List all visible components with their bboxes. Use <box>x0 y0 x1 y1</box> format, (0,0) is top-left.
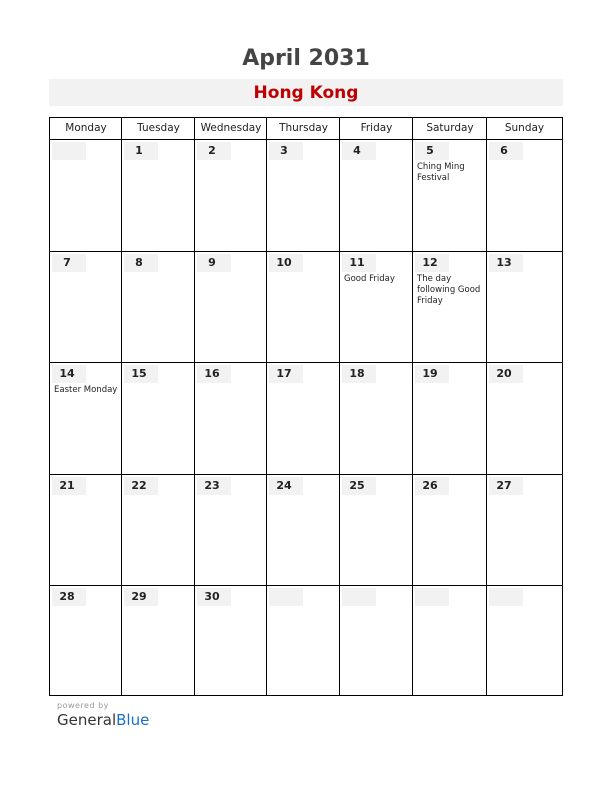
day-number: 6 <box>500 144 508 157</box>
day-cell[interactable] <box>487 140 562 251</box>
day-cell[interactable] <box>413 140 487 251</box>
day-number-box <box>415 365 449 383</box>
day-number-box <box>269 477 303 495</box>
day-cell[interactable] <box>413 475 487 586</box>
day-number: 10 <box>276 256 292 269</box>
day-cell[interactable] <box>413 252 487 363</box>
day-number <box>269 588 299 606</box>
day-number: 29 <box>131 590 147 603</box>
day-number: 1 <box>135 144 143 157</box>
day-number: 24 <box>276 479 292 492</box>
day-number-box <box>269 254 303 272</box>
powered-by-text: powered by <box>57 701 109 710</box>
day-number-box <box>197 588 231 606</box>
day-number-box <box>415 142 449 160</box>
region-bar <box>49 79 563 106</box>
day-cell[interactable] <box>50 252 122 363</box>
day-number-box <box>52 588 86 606</box>
day-number-box <box>124 477 158 495</box>
day-cell[interactable] <box>195 363 267 474</box>
holiday-label: Easter Monday <box>54 385 118 395</box>
day-number-box <box>489 365 523 383</box>
day-number-box <box>489 477 523 495</box>
holiday-label: Ching Ming Festival <box>417 162 465 183</box>
page-title: April 2031 <box>242 46 370 71</box>
day-cell[interactable] <box>487 586 562 697</box>
grid-divider-horizontal <box>50 474 562 475</box>
day-number: 8 <box>135 256 143 269</box>
day-number-box <box>342 365 376 383</box>
day-number-box <box>269 588 303 606</box>
day-number: 4 <box>353 144 361 157</box>
day-cell[interactable] <box>195 252 267 363</box>
day-number-box <box>124 365 158 383</box>
day-number: 18 <box>349 367 365 380</box>
brand-general: General <box>57 711 117 729</box>
brand-blue: Blue <box>116 711 150 729</box>
day-cell[interactable] <box>122 140 195 251</box>
grid-divider-vertical <box>121 118 122 695</box>
day-number: 5 <box>426 144 434 157</box>
day-number: 17 <box>276 367 292 380</box>
weekday-wednesday: Wednesday <box>200 122 262 134</box>
day-cell[interactable] <box>340 586 413 697</box>
day-number-box <box>52 142 86 160</box>
day-cell[interactable] <box>122 475 195 586</box>
day-cell[interactable] <box>195 475 267 586</box>
day-number-box <box>197 142 231 160</box>
day-number <box>52 142 82 160</box>
day-number: 27 <box>496 479 512 492</box>
holiday-label: The day following Good Friday <box>417 274 481 306</box>
day-cell[interactable] <box>50 475 122 586</box>
grid-divider-horizontal <box>50 585 562 586</box>
weekday-monday: Monday <box>65 122 107 134</box>
day-number-box <box>52 254 86 272</box>
day-number-box <box>124 254 158 272</box>
day-number-box <box>197 254 231 272</box>
holiday-label: Good Friday <box>344 274 395 284</box>
day-number: 11 <box>349 256 365 269</box>
day-cell[interactable] <box>413 363 487 474</box>
grid-divider-vertical <box>412 118 413 695</box>
day-number: 9 <box>208 256 216 269</box>
day-number-box <box>269 142 303 160</box>
day-cell[interactable] <box>340 140 413 251</box>
grid-divider-horizontal <box>50 362 562 363</box>
day-cell[interactable] <box>413 586 487 697</box>
day-cell[interactable] <box>50 363 122 474</box>
day-cell[interactable] <box>50 586 122 697</box>
day-cell[interactable] <box>340 363 413 474</box>
day-number-box <box>489 588 523 606</box>
grid-divider-vertical <box>194 118 195 695</box>
day-number-box <box>52 477 86 495</box>
day-cell[interactable] <box>487 363 562 474</box>
day-number-box <box>269 365 303 383</box>
day-number-box <box>342 588 376 606</box>
day-cell[interactable] <box>122 252 195 363</box>
day-cell[interactable] <box>340 475 413 586</box>
day-cell[interactable] <box>267 475 340 586</box>
day-cell[interactable] <box>195 586 267 697</box>
grid-divider-horizontal <box>50 251 562 252</box>
day-number: 23 <box>204 479 220 492</box>
grid-divider-vertical <box>339 118 340 695</box>
day-number-box <box>342 477 376 495</box>
footer <box>57 701 149 729</box>
weekday-sunday: Sunday <box>504 122 545 134</box>
day-number: 25 <box>349 479 365 492</box>
day-cell[interactable] <box>267 363 340 474</box>
day-number-box <box>52 365 86 383</box>
calendar-grid <box>49 117 563 696</box>
day-number: 2 <box>208 144 216 157</box>
day-number: 15 <box>131 367 147 380</box>
day-number <box>489 588 519 606</box>
brand-logo[interactable] <box>57 711 149 729</box>
weekday-saturday: Saturday <box>426 122 474 134</box>
day-number-box <box>415 477 449 495</box>
day-number: 21 <box>59 479 75 492</box>
day-cell[interactable] <box>122 363 195 474</box>
day-number: 20 <box>496 367 512 380</box>
day-cell[interactable] <box>267 252 340 363</box>
day-number-box <box>197 477 231 495</box>
day-number-box <box>342 254 376 272</box>
day-number-box <box>489 142 523 160</box>
region-name: Hong Kong <box>253 83 359 103</box>
day-number-box <box>415 588 449 606</box>
day-number: 26 <box>422 479 438 492</box>
day-number: 12 <box>422 256 438 269</box>
day-number-box <box>415 254 449 272</box>
weekday-thursday: Thursday <box>279 122 328 134</box>
weekday-tuesday: Tuesday <box>137 122 180 134</box>
grid-divider-vertical <box>486 118 487 695</box>
day-number-box <box>124 588 158 606</box>
day-cell[interactable] <box>50 140 122 251</box>
day-number: 3 <box>280 144 288 157</box>
day-number: 28 <box>59 590 75 603</box>
day-number: 13 <box>496 256 512 269</box>
day-number: 7 <box>63 256 71 269</box>
day-number: 14 <box>59 367 75 380</box>
day-number <box>415 588 445 606</box>
day-number-box <box>197 365 231 383</box>
day-number <box>342 588 372 606</box>
day-cell[interactable] <box>195 140 267 251</box>
day-number: 19 <box>422 367 438 380</box>
day-number-box <box>124 142 158 160</box>
day-cell[interactable] <box>122 586 195 697</box>
day-number-box <box>489 254 523 272</box>
day-cell[interactable] <box>267 586 340 697</box>
day-number: 22 <box>131 479 147 492</box>
day-cell[interactable] <box>487 475 562 586</box>
day-cell[interactable] <box>340 252 413 363</box>
day-number: 30 <box>204 590 220 603</box>
grid-divider-vertical <box>266 118 267 695</box>
day-cell[interactable] <box>487 252 562 363</box>
day-number: 16 <box>204 367 220 380</box>
day-cell[interactable] <box>267 140 340 251</box>
weekday-friday: Friday <box>360 122 393 134</box>
day-number-box <box>342 142 376 160</box>
